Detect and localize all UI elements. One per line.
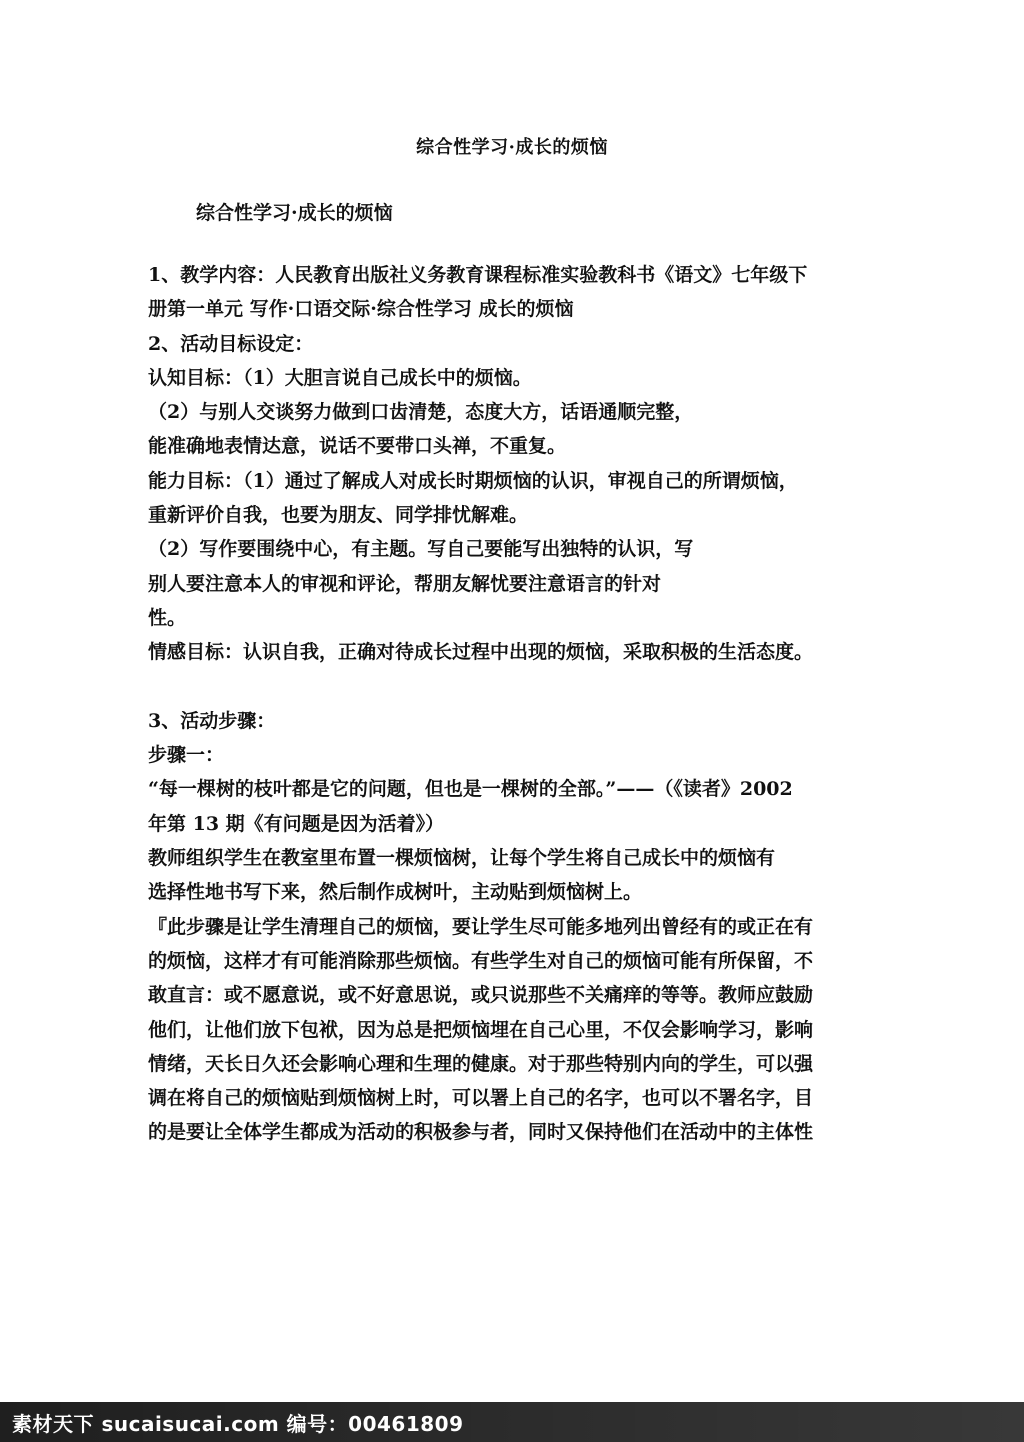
text-line: 情绪，天长日久还会影响心理和生理的健康。对于那些特别内向的学生，可以强 <box>148 1052 814 1075</box>
text-line: 『此步骤是让学生清理自己的烦恼，要让学生尽可能多地列出曾经有的或正在有 <box>148 915 814 938</box>
text-line: 他们，让他们放下包袱，因为总是把烦恼埋在自己心里，不仅会影响学习，影响 <box>148 1018 814 1041</box>
text-line: 的是要让全体学生都成为活动的积极参与者，同时又保持他们在活动中的主体性 <box>148 1121 814 1144</box>
watermark-text: 素材天下 sucaisucai.com 编号：00461809 <box>12 1411 464 1436</box>
text-line: 能准确地表情达意，说话不要带口头禅，不重复。 <box>148 435 567 458</box>
text-line: （2）与别人交谈努力做到口齿清楚，态度大方，话语通顺完整， <box>148 401 694 424</box>
text-line: 调在将自己的烦恼贴到烦恼树上时，可以署上自己的名字，也可以不署名字，目 <box>148 1087 814 1110</box>
text-line: 情感目标：认识自我，正确对待成长过程中出现的烦恼，采取积极的生活态度。 <box>148 641 814 664</box>
text-line: 步骤一： <box>148 744 225 767</box>
text-line: 敢直言：或不愿意说，或不好意思说，或只说那些不关痛痒的等等。教师应鼓励 <box>148 984 814 1007</box>
text-line: “每一棵树的枝叶都是它的问题，但也是一棵树的全部。”——（《读者》2002 <box>148 778 793 801</box>
text-line: 重新评价自我，也要为朋友、同学排忧解难。 <box>148 504 529 527</box>
paragraph-gap <box>148 670 878 704</box>
section-subtitle: 综合性学习·成长的烦恼 <box>196 202 393 224</box>
text-line: 选择性地书写下来，然后制作成树叶，主动贴到烦恼树上。 <box>148 881 643 904</box>
page-title: 综合性学习·成长的烦恼 <box>416 137 608 158</box>
text-line: 能力目标：（1）通过了解成人对成长时期烦恼的认识，审视自己的所谓烦恼， <box>148 469 798 492</box>
text-line: 册第一单元 写作·口语交际·综合性学习 成长的烦恼 <box>148 298 574 321</box>
text-line: 的烦恼，这样才有可能消除那些烦恼。有些学生对自己的烦恼可能有所保留，不 <box>148 949 814 972</box>
document-body <box>148 258 878 1150</box>
text-line: （2）写作要围绕中心，有主题。写自己要能写出独特的认识，写 <box>148 538 694 561</box>
text-line: 认知目标：（1）大胆言说自己成长中的烦恼。 <box>148 366 532 389</box>
watermark-banner <box>0 1402 1024 1442</box>
text-line: 性。 <box>148 606 187 629</box>
text-line: 年第 13 期《有问题是因为活着》） <box>148 812 445 835</box>
text-line: 1、教学内容：人民教育出版社义务教育课程标准实验教科书《语文》七年级下 <box>148 264 808 286</box>
text-line: 教师组织学生在教室里布置一棵烦恼树，让每个学生将自己成长中的烦恼有 <box>148 847 776 870</box>
text-line: 2、活动目标设定： <box>148 332 314 355</box>
text-line: 3、活动步骤： <box>148 709 276 732</box>
text-line: 别人要注意本人的审视和评论，帮朋友解忧要注意语言的针对 <box>148 572 662 595</box>
